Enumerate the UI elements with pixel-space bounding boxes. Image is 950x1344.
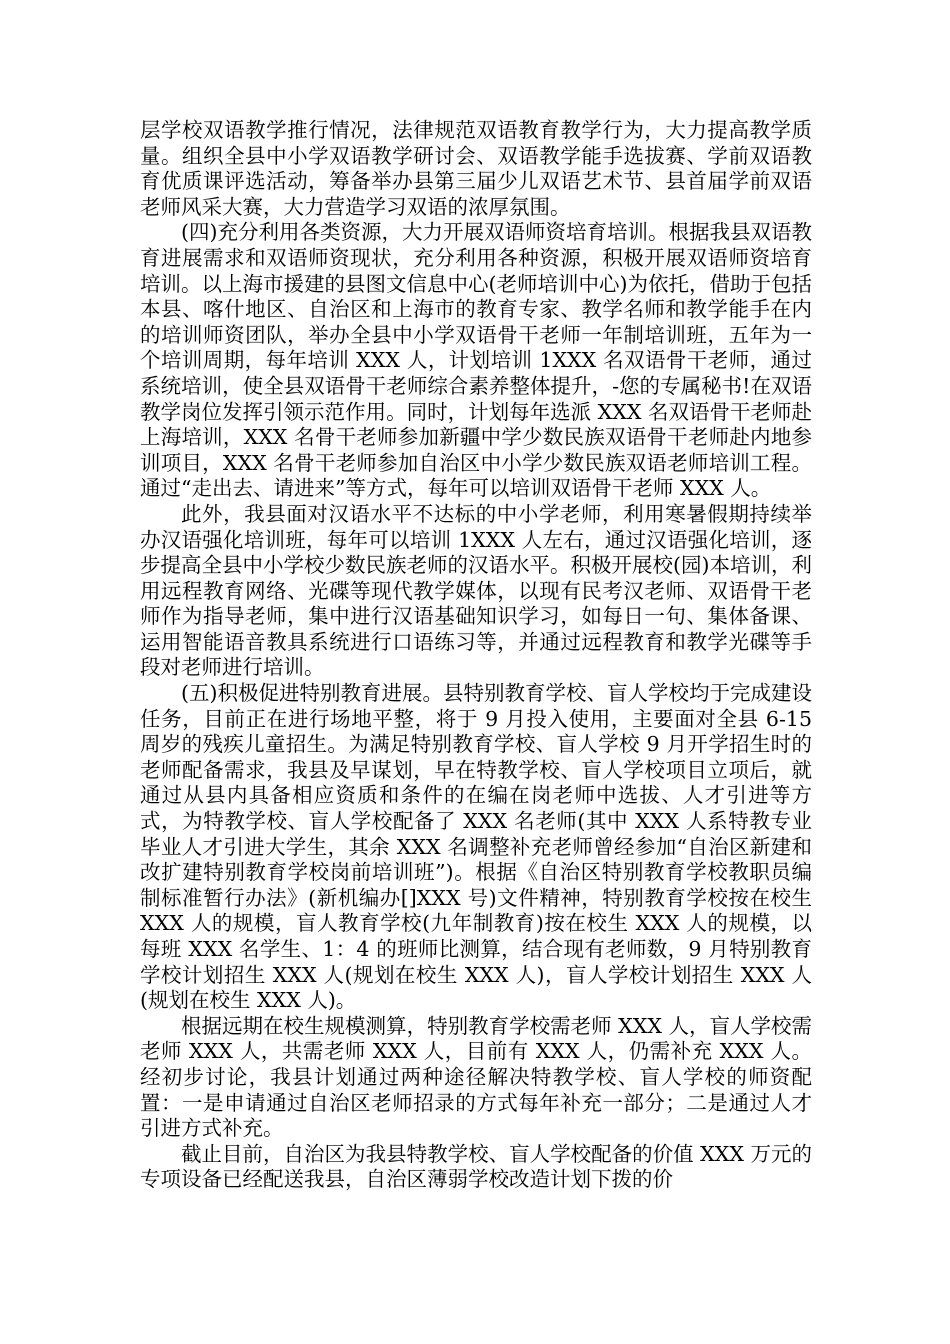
paragraph-continuation: 层学校双语教学推行情况，法律规范双语教育教学行为，大力提高教学质量。组织全县中小学双语教学研讨会、双语教学能手选拔赛、学前双语教育优质课评选活动，筹备举办县第三届少儿双语艺术节、县首届学前双语老师风采大赛，大力营造学习双语的浓厚氛围。 xyxy=(140,118,812,219)
paragraph-staffing-estimate: 根据远期在校生规模测算，特别教育学校需老师 XXX 人，盲人学校需老师 XXX 人，共需老师 XXX 人，目前有 XXX 人，仍需补充 XXX 人。经初步讨论，我县计划通过两种途径解决特教学校、盲人学校的师资配置：一是申请通过自治区老师招录的方式每年补充一部分；二是通过人才引进方式补充。 xyxy=(140,1013,812,1141)
paragraph-section-five: (五)积极促进特别教育进展。县特别教育学校、盲人学校均于完成建设任务，目前正在进行场地平整，将于 9 月投入使用，主要面对全县 6-15 周岁的残疾儿童招生。为满足特别教育学校、盲人学校 9 月开学招生时的老师配备需求，我县及早谋划，早在特教学校、盲人学校项目立项后，就通过从县内具备相应资质和条件的在编在岗老师中选拔、人才引进等方式，为特教学校、盲人学校配备了 XXX 名老师(其中 XXX 人系特教专业毕业人才引进大学生，其余 XXX 名调整补充老师曾经参加“自治区新建和改扩建特别教育学校岗前培训班”)。根据《自治区特别教育学校教职员编制标准暂行办法》(新机编办[]XXX 号)文件精神，特别教育学校按在校生 XXX 人的规模，盲人教育学校(九年制教育)按在校生 XXX 人的规模，以每班 XXX 名学生、1：4 的班师比测算，结合现有老师数，9 月特别教育学校计划招生 XXX 人(规划在校生 XXX 人)，盲人学校计划招生 XXX 人(规划在校生 XXX 人)。 xyxy=(140,681,812,1013)
document-page xyxy=(140,118,812,1193)
paragraph-section-four: (四)充分利用各类资源，大力开展双语师资培育培训。根据我县双语教育进展需求和双语师资现状，充分利用各种资源，积极开展双语师资培育培训。以上海市援建的县图文信息中心(老师培训中心)为依托，借助于包括本县、喀什地区、自治区和上海市的教育专家、教学名师和教学能手在内的培训师资团队，举办全县中小学双语骨干老师一年制培训班，五年为一个培训周期，每年培训 XXX 人，计划培训 1XXX 名双语骨干老师，通过系统培训，使全县双语骨干老师综合素养整体提升，-您的专属秘书!在双语教学岗位发挥引领示范作用。同时，计划每年选派 XXX 名双语骨干老师赴上海培训，XXX 名骨干老师参加新疆中学少数民族双语骨干老师赴内地参训项目，XXX 名骨干老师参加自治区中小学少数民族双语老师培训工程。通过“走出去、请进来”等方式，每年可以培训双语骨干老师 XXX 人。 xyxy=(140,220,812,501)
paragraph-chinese-training: 此外，我县面对汉语水平不达标的中小学老师，利用寒暑假期持续举办汉语强化培训班，每年可以培训 1XXX 人左右，通过汉语强化培训，逐步提高全县中小学校少数民族老师的汉语水平。积极开展校(园)本培训，利用远程教育网络、光碟等现代教学媒体，以现有民考汉老师、双语骨干老师作为指导老师，集中进行汉语基础知识学习，如每日一句、集体备课、运用智能语音教具系统进行口语练习等，并通过远程教育和教学光碟等手段对老师进行培训。 xyxy=(140,501,812,680)
paragraph-equipment: 截止目前，自治区为我县特教学校、盲人学校配备的价值 XXX 万元的专项设备已经配送我县，自治区薄弱学校改造计划下拨的价 xyxy=(140,1141,812,1192)
